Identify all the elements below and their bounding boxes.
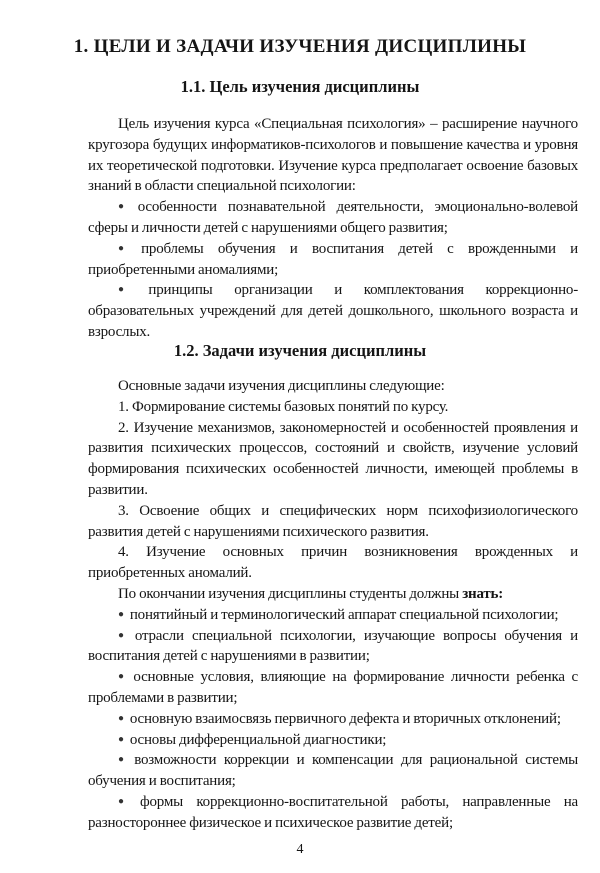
list-item: ● особенности познавательной деятельности, эмоционально-волевой сферы и личности детей с нарушениями общего развития; — [88, 199, 578, 236]
bullet-icon: ● — [118, 671, 128, 683]
know-intro: По окончании изучения дисциплины студенты должны знать: — [118, 585, 504, 602]
list-item: ● формы коррекционно-воспитательной работы, направленные на разностороннее физическое и психическое развитие детей; — [88, 793, 578, 831]
bullet-icon: ● — [118, 242, 136, 254]
list-item: ● возможности коррекции и компенсации для рациональной системы обучения и воспитания; — [88, 752, 579, 790]
bullet-icon: ● — [118, 201, 132, 213]
bullet-icon: ● — [118, 754, 129, 766]
section-2-intro: Основные задачи изучения дисциплины следующие: — [118, 378, 445, 394]
bullet-icon: ● — [118, 712, 124, 724]
section-1-intro: Цель изучения курса «Специальная психология» – расширение научного кругозора будущих информатиков-психологов и повышение качества и уровня их теоретической подготовки. Изучение курса предполагает освоение базовых знаний в области специальной психологии: — [88, 116, 578, 195]
page-number: 4 — [296, 842, 304, 857]
bullet-icon: ● — [118, 733, 124, 745]
list-item: ● понятийный и терминологический аппарат специальной психологии; — [118, 606, 559, 623]
list-item: ● основные условия, влияющие на формирование личности ребенка с проблемами в развитии; — [88, 669, 578, 706]
task-item: 3. Освоение общих и специфических норм психофизиологического развития детей с нарушениями психического развития. — [88, 502, 578, 540]
task-item: 4. Изучение основных причин возникновения врожденных и приобретенных аномалий. — [88, 544, 578, 582]
section-1-body — [88, 114, 578, 343]
list-item: ● принципы организации и комплектования коррекционно-образовательных учреждений для детей дошкольного, школьного возраста и взрослых. — [88, 282, 578, 340]
section-2-heading: 1.2. Задачи изучения дисциплины — [173, 341, 427, 360]
task-item: 2. Изучение механизмов, закономерностей и особенностей проявления и развития психических процессов, состояний и свойств, изучение условий формирования психических особенностей личности, имеющей проблемы в развитии. — [88, 419, 578, 498]
bullet-icon: ● — [118, 608, 124, 620]
bullet-icon: ● — [118, 284, 143, 296]
bullet-icon: ● — [118, 629, 129, 641]
task-item: 1. Формирование системы базовых понятий по курсу. — [118, 398, 449, 415]
list-item: ● проблемы обучения и воспитания детей с врожденными и приобретенными аномалиями; — [88, 240, 578, 278]
section-1-heading: 1.1. Цель изучения дисциплины — [180, 77, 420, 96]
list-item: ● отрасли специальной психологии, изучающие вопросы обучения и воспитания детей с нарушениями в развитии; — [88, 627, 578, 665]
list-item: ● основы дифференциальной диагностики; — [118, 731, 387, 748]
section-2-body — [88, 376, 578, 834]
page-title: 1. ЦЕЛИ И ЗАДАЧИ ИЗУЧЕНИЯ ДИСЦИПЛИНЫ — [73, 36, 527, 57]
list-item: ● основную взаимосвязь первичного дефекта и вторичных отклонений; — [118, 710, 561, 727]
bullet-icon: ● — [118, 795, 134, 807]
